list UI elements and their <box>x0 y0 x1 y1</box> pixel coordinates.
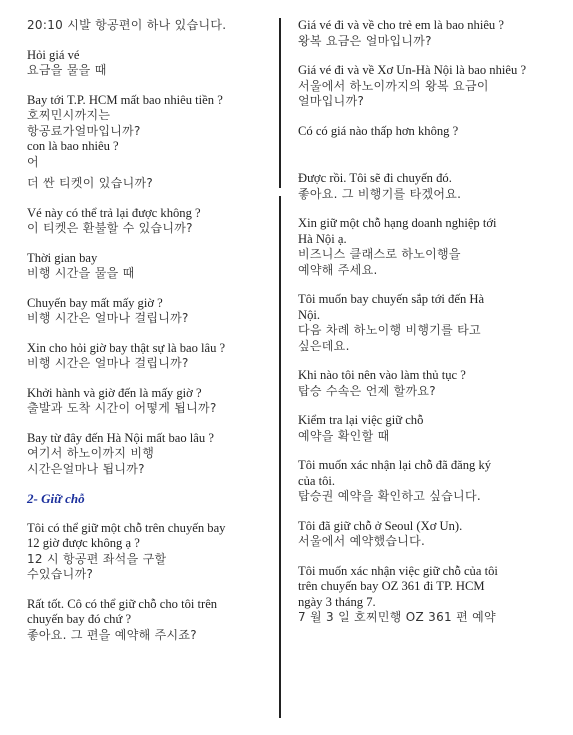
korean-line: 어 <box>27 154 39 169</box>
phrase-entry <box>27 93 272 171</box>
korean-line: 좋아요. 그 비행기를 타겠어요. <box>298 186 462 201</box>
phrase-entry <box>27 431 272 478</box>
phrase-entry <box>27 18 272 34</box>
phrase-entry <box>298 171 546 202</box>
korean-line: 서울에서 하노이까지의 왕복 요금이 <box>298 78 489 93</box>
phrase-entry <box>27 296 272 327</box>
section-subtitle <box>298 413 546 444</box>
korean-line: 7 월 3 일 호찌민행 OZ 361 편 예약 <box>298 610 496 624</box>
vietnamese-line: của tôi. <box>298 473 336 488</box>
korean-line: 비행 시간은 얼마나 걸립니까? <box>27 311 189 325</box>
korean-line: 시간은얼마나 됩니까? <box>27 461 145 476</box>
vietnamese-line: trên chuyến bay OZ 361 đi TP. HCM <box>298 579 485 593</box>
vietnamese-line: Khi nào tôi nên vào làm thủ tục ? <box>298 368 466 382</box>
vietnamese-line: Xin giữ một chỗ hạng doanh nghiệp tới <box>298 216 497 230</box>
left-column <box>27 18 272 657</box>
phrase-entry <box>298 63 546 110</box>
column-divider-bottom <box>279 196 281 718</box>
korean-line: 탑승권 예약을 확인하고 싶습니다. <box>298 489 481 503</box>
korean-line: 20:10 시발 항공편이 하나 있습니다. <box>27 18 227 32</box>
korean-line: 얼마입니까? <box>298 94 365 108</box>
vietnamese-line: Nội. <box>298 307 321 322</box>
korean-line: 비행 시간을 물을 때 <box>27 266 135 280</box>
phrase-entry <box>27 341 272 372</box>
korean-line: 예약을 확인할 때 <box>298 428 390 443</box>
vietnamese-line: Tôi muốn xác nhận lại chỗ đã đăng ký <box>298 458 492 472</box>
vietnamese-line: ngày 3 tháng 7. <box>298 594 376 609</box>
phrase-entry <box>298 216 546 278</box>
korean-line: 서울에서 예약했습니다. <box>298 534 426 548</box>
section-subtitle <box>27 251 272 282</box>
phrase-entry <box>298 519 546 550</box>
phrase-entry <box>298 458 546 505</box>
vietnamese-line: Giá vé đi và về cho trẻ em là bao nhiêu ? <box>298 18 504 32</box>
korean-line: 비행 시간은 얼마나 걸립니까? <box>27 356 189 370</box>
korean-line: 여기서 하노이까지 비행 <box>27 446 155 460</box>
right-column <box>298 18 546 640</box>
korean-line: 이 티켓은 환불할 수 있습니까? <box>27 221 193 235</box>
korean-line: 탑승 수속은 언제 할까요? <box>298 383 436 398</box>
column-divider-top <box>279 18 281 188</box>
phrase-entry <box>27 597 272 644</box>
korean-line: 다음 차례 하노이행 비행기를 타고 <box>298 323 481 337</box>
vietnamese-line: Tôi muốn bay chuyến sắp tới đến Hà <box>298 292 485 306</box>
vietnamese-line: chuyến bay đó chứ ? <box>27 612 132 626</box>
korean-line: 왕복 요금은 얼마입니까? <box>298 33 432 48</box>
vietnamese-line: Bay từ đây đến Hà Nội mất bao lâu ? <box>27 430 214 445</box>
korean-line: 비즈니스 클래스로 하노이행을 <box>298 247 461 261</box>
korean-line: 요금을 물을 때 <box>27 63 107 77</box>
section-heading: 2- Giữ chỗ <box>27 491 85 506</box>
vietnamese-line: Kiểm tra lại việc giữ chỗ <box>298 413 424 427</box>
korean-line: 수있습니까? <box>27 567 94 581</box>
vietnamese-line: Chuyến bay mất mấy giờ ? <box>27 295 163 310</box>
vietnamese-line: Thời gian bay <box>27 250 98 265</box>
vietnamese-line: Tôi có thể giữ một chỗ trên chuyến bay <box>27 520 226 535</box>
phrase-entry <box>27 206 272 237</box>
phrase-entry <box>27 386 272 417</box>
korean-line: 항공료가얼마입니까? <box>27 123 141 138</box>
phrase-entry <box>298 564 546 626</box>
vietnamese-line: 12 giờ được không ạ ? <box>27 536 140 550</box>
vietnamese-line: Có có giá nào thấp hơn không ? <box>298 123 459 138</box>
phrase-entry <box>298 368 546 399</box>
vietnamese-line: Hỏi giá vé <box>27 47 80 62</box>
korean-line: 12 시 항공편 좌석을 구할 <box>27 551 167 566</box>
vietnamese-line: Vé này có thể trả lại được không ? <box>27 205 201 220</box>
korean-line: 호찌민시까지는 <box>27 108 111 122</box>
vietnamese-line: Bay tới T.P. HCM mất bao nhiêu tiền ? <box>27 92 223 107</box>
korean-line: 싶은데요. <box>298 338 350 353</box>
vietnamese-line: con là bao nhiêu ? <box>27 139 119 153</box>
korean-line: 좋아요. 그 편을 예약해 주시죠? <box>27 627 197 642</box>
vietnamese-line: Rất tốt. Cô có thể giữ chỗ cho tôi trên <box>27 596 218 611</box>
vietnamese-line: Hà Nội ạ. <box>298 231 347 246</box>
section-subtitle <box>27 48 272 79</box>
korean-line: 예약해 주세요. <box>298 262 378 277</box>
phrase-entry <box>298 18 546 49</box>
vietnamese-line: Tôi muốn xác nhận việc giữ chỗ của tôi <box>298 563 498 578</box>
phrase-entry <box>298 292 546 354</box>
korean-line: 더 싼 티켓이 있습니까? <box>27 176 154 190</box>
phrase-entry <box>27 176 272 192</box>
vietnamese-line: Tôi đã giữ chỗ ở Seoul (Xơ Un). <box>298 518 463 533</box>
korean-line: 출발과 도착 시간이 어떻게 됩니까? <box>27 401 217 415</box>
vietnamese-line: Được rồi. Tôi sẽ đi chuyến đó. <box>298 171 452 185</box>
vietnamese-line: Xin cho hỏi giờ bay thật sự là bao lâu ? <box>27 340 226 355</box>
vietnamese-line: Giá vé đi và về Xơ Un-Hà Nội là bao nhiêu ? <box>298 63 527 77</box>
phrase-entry <box>298 124 546 140</box>
phrase-entry <box>27 521 272 583</box>
vietnamese-line: Khởi hành và giờ đến là mấy giờ ? <box>27 385 202 400</box>
